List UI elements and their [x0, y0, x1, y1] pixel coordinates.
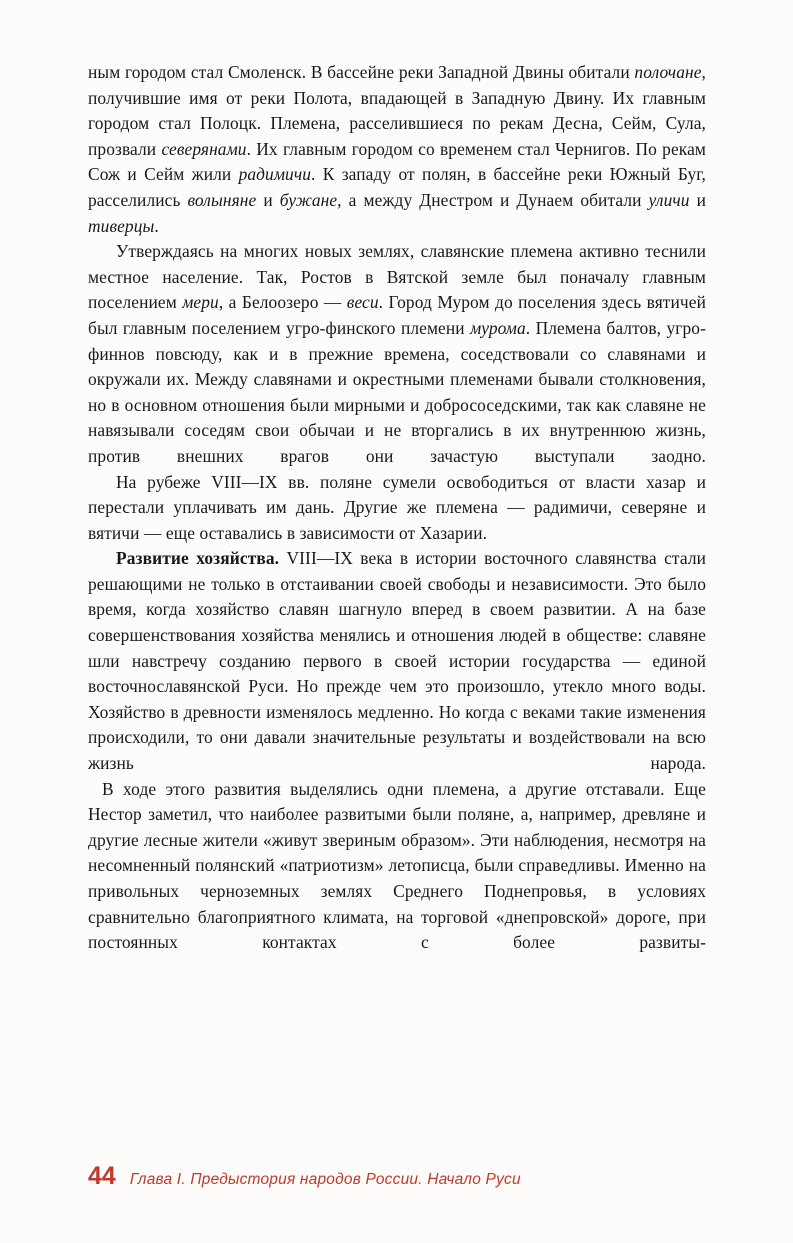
paragraph	[88, 239, 706, 469]
emphasis-text: полочане	[634, 62, 702, 82]
text-run: , а Белоозеро —	[218, 292, 347, 313]
emphasis-text: радимичи	[238, 164, 312, 185]
paragraph	[88, 470, 706, 547]
text-run: , а между Днестром и Дунаем обитали	[337, 189, 649, 210]
paragraph-development-of-economy	[88, 546, 706, 776]
text-run: и	[256, 189, 280, 210]
page-footer	[88, 1162, 728, 1191]
text-run: и	[689, 189, 706, 210]
text-run: , получившие имя от реки Полота, впадающей в Западную Двину. Их главным городом стал Полоцк. Племена, расселившиеся по рекам Десна, Сейм, Сула, прозвали	[88, 62, 706, 159]
text-run: На рубеже VIII—IX вв. поляне сумели освободиться от власти хазар и перестали уплачивать им дань. Другие же племена — радимичи, северяне и вятичи — еще оставались в зависимости от Хазарии.	[88, 471, 706, 543]
paragraph-list	[88, 60, 706, 956]
text-run: VIII—IX века в истории восточного славянства стали решающими не только в отстаивании своей свободы и независимости. Это было время, когда хозяйство славян шагнуло вперед в своем развитии. А на базе совершенствования хозяйства менялись и отношения людей в обществе: славяне шли навстречу созданию первого в своей истории государства — единой восточнославянской Руси. Но прежде чем это произошло, утекло много воды. Хозяйство в древности изменялось медленно. Но когда с веками такие изменения происходили, то они давали значительные результаты и воздействовали на всю жизнь народа.	[88, 548, 707, 774]
text-run: . К западу от полян, в бассейне реки Южный Буг, расселились	[88, 164, 706, 210]
emphasis-text: мурома	[470, 317, 526, 338]
text-run: . Племена балтов, угро-финнов повсюду, как и в прежние времена, соседствовали со славянами и окружали их. Между славянами и окрестными племенами бывали столкновения, но в основном отношения были мирными и добрососедскими, так как славяне не навязывали соседям свои обычаи и не вторгались в их внутреннюю жизнь, против внешних врагов они зачастую выступали заодно.	[88, 317, 706, 466]
paragraph	[88, 777, 706, 956]
page-number: 44	[88, 1162, 116, 1190]
emphasis-text: северянами	[161, 138, 247, 159]
paragraph-continuation	[88, 60, 706, 239]
page-body	[88, 60, 706, 956]
text-run: ным городом стал Смоленск. В бассейне реки Западной Двины обитали	[88, 62, 635, 82]
text-run: .	[154, 215, 159, 236]
emphasis-text: мери	[182, 292, 219, 313]
emphasis-text: волыняне	[187, 189, 257, 210]
emphasis-text: уличи	[648, 189, 690, 210]
running-title: Глава I. Предыстория народов России. Начало Руси	[129, 1171, 521, 1188]
text-run: В ходе этого развития выделялись одни племена, а другие отставали. Еще Нестор заметил, что наиболее развитыми были поляне, а, например, древляне и другие лесные жители «живут звериным образом». Эти наблюдения, несмотря на несомненный полянский «патриотизм» летописца, были справедливы. Именно на привольных черноземных землях Среднего Поднепровья, в условиях сравнительно благоприятного климата, на торговой «днепровской» дороге, при постоянных контактах с более развиты-	[88, 778, 706, 953]
emphasis-text: тиверцы	[88, 215, 155, 236]
section-heading-inline: Развитие хозяйства.	[116, 548, 280, 569]
text-run: . Город Муром до поселения здесь вятичей был главным поселением угро-финского племени	[88, 292, 706, 338]
emphasis-text: веси	[346, 292, 379, 313]
text-run: . Их главным городом со временем стал Чернигов. По рекам Сож и Сейм жили	[88, 138, 707, 185]
emphasis-text: бужане	[279, 189, 338, 210]
text-run: Утверждаясь на многих новых землях, славянские племена активно теснили местное население. Так, Ростов в Вятской земле был поначалу главным поселением	[88, 241, 706, 313]
